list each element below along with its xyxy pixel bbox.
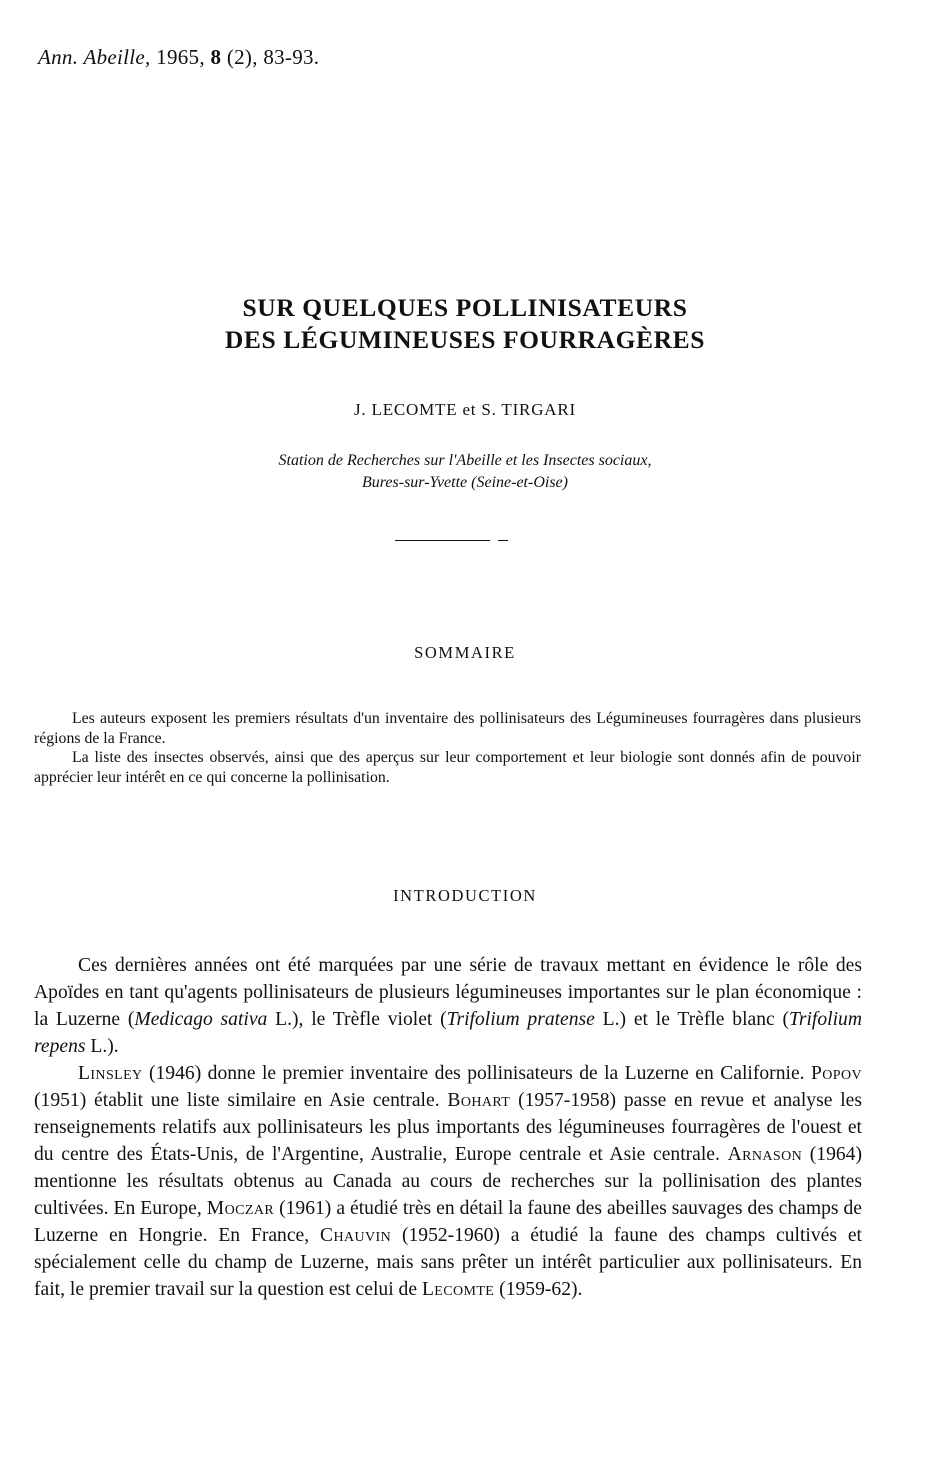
running-head — [38, 45, 319, 70]
text-run: L.). — [85, 1036, 119, 1057]
abstract-paragraph: Les auteurs exposent les premiers résultats d'un inventaire des pollinisateurs des Légumineuses fourragères dans plusieurs régions de la France. — [34, 710, 861, 747]
author-citation: Lecomte — [421, 1279, 495, 1300]
text-run: (1959-62). — [494, 1279, 583, 1300]
authors: J. LECOMTE et S. TIRGARI — [354, 400, 576, 419]
text-run: (1952-1960) a étudié la faune des champs cultivés et spécialement celle du champ de Luzerne, mais sans prêter un intérêt particulier aux pollinisateurs. En fait, le premier travail sur la question est celui de — [34, 1225, 862, 1300]
introduction-body — [34, 952, 862, 1303]
affiliation — [0, 450, 930, 494]
text-run: (1946) donne le premier inventaire des pollinisateurs de la Luzerne en Californie. — [142, 1063, 811, 1084]
journal-volume: 8 — [210, 45, 222, 69]
author-citation: Popov — [810, 1063, 862, 1084]
author-citation: Moczar — [206, 1198, 275, 1219]
abstract — [34, 709, 861, 787]
introduction-heading: INTRODUCTION — [393, 886, 537, 905]
separator-rule-tail — [498, 540, 508, 541]
title-line-2: DES LÉGUMINEUSES FOURRAGÈRES — [224, 325, 706, 354]
text-run: L.), le Trèfle violet ( — [267, 1009, 447, 1030]
separator-rule — [395, 540, 490, 541]
text-run: (1951) établit une liste similaire en Asie centrale. — [34, 1090, 448, 1111]
text-run: (1964) mentionne les résultats obtenus au Canada au cours de recherches sur la pollinisation des plantes cultivées. En Europe, — [34, 1144, 862, 1219]
author-citation: Linsley — [78, 1063, 143, 1084]
text-run: (1961) a étudié très en détail la faune des abeilles sauvages des champs de Luzerne en Hongrie. En France, — [34, 1198, 862, 1246]
species-name: Trifolium repens — [34, 1009, 862, 1057]
text-run: L.) et le Trèfle blanc ( — [594, 1009, 790, 1030]
affiliation-line-2: Bures-sur-Yvette (Seine-et-Oise) — [362, 474, 568, 491]
journal-year: 1965, — [156, 45, 205, 69]
title-line-1: SUR QUELQUES POLLINISATEURS — [242, 293, 688, 322]
sommaire-heading: SOMMAIRE — [414, 643, 516, 662]
text-run: Ces dernières années ont été marquées par une série de travaux mettant en évidence le rôle des Apoïdes en tant qu'agents pollinisateurs de plusieurs légumineuses importantes sur le plan économique : la Luzerne ( — [34, 955, 862, 1030]
introduction-paragraph-1 — [34, 952, 862, 1060]
species-name: Trifolium pratense — [446, 1009, 595, 1030]
author-citation: Chauvin — [320, 1225, 392, 1246]
author-citation: Arnason — [727, 1144, 803, 1165]
species-name: Medicago sativa — [134, 1009, 268, 1030]
journal-issue-pages: (2), 83-93. — [226, 45, 320, 69]
text-run: (1957-1958) passe en revue et analyse les renseignements relatifs aux pollinisateurs les plus importants des légumineuses fourragères de l'ouest et du centre des États-Unis, de l'Argentine, Australie, Europe centrale et Asie centrale. — [34, 1090, 862, 1165]
abstract-paragraph: La liste des insectes observés, ainsi que des aperçus sur leur comportement et leur biologie sont donnés afin de pouvoir apprécier leur intérêt en ce qui concerne la pollinisation. — [34, 749, 861, 786]
author-citation: Bohart — [447, 1090, 511, 1111]
introduction-paragraph-2 — [34, 1060, 862, 1303]
paper-title — [0, 292, 930, 356]
affiliation-line-1: Station de Recherches sur l'Abeille et les Insectes sociaux, — [278, 452, 652, 469]
journal-name: Ann. Abeille, — [38, 45, 151, 69]
